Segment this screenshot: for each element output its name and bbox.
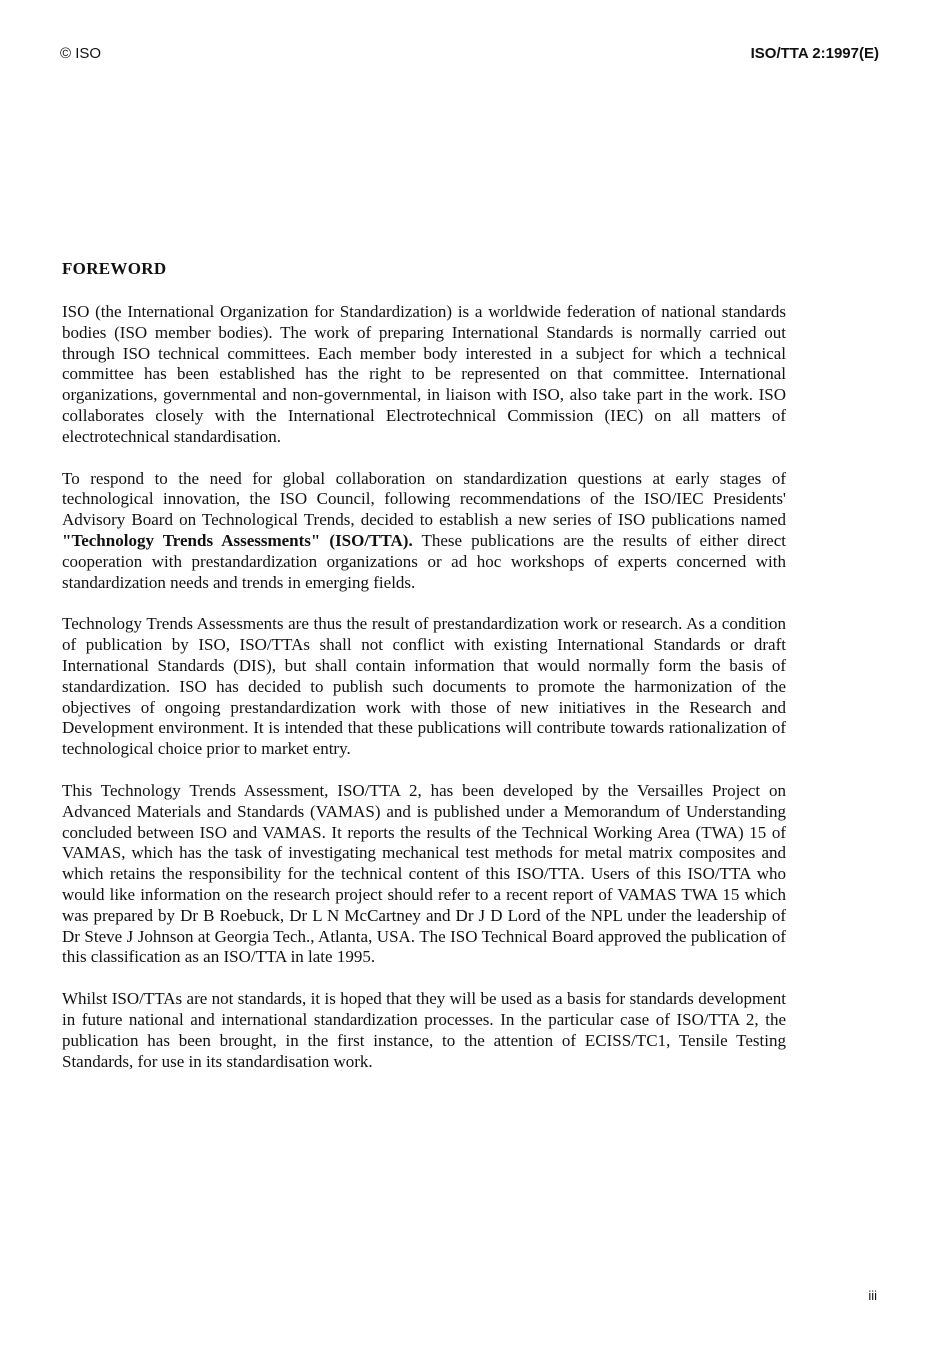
tta-series-name: "Technology Trends Assessments" (ISO/TTA).	[62, 530, 413, 550]
paragraph-tta-purpose: Technology Trends Assessments are thus the result of prestandardization work or research. As a condition of publication by ISO, ISO/TTAs shall not conflict with existing International Standards or draft International Standards (DIS), but shall contain information that would normally form the basis of standardization. ISO has decided to publish such documents to promote the harmonization of the objectives of ongoing prestandardization work with those of new initiatives in the Research and Development environment. It is intended that these publications will contribute towards rationalization of technological choice prior to market entry.	[62, 614, 786, 759]
copyright-notice: © ISO	[60, 45, 102, 62]
document-identifier: ISO/TTA 2:1997(E)	[750, 45, 879, 62]
foreword-body	[62, 302, 786, 1093]
paragraph-iso-overview: ISO (the International Organization for Standardization) is a worldwide federation of national standards bodies (ISO member bodies). The work of preparing International Standards is normally carried out through ISO technical committees. Each member body interested in a subject for which a technical committee has been established has the right to be represented on that committee. International organizations, governmental and non-governmental, in liaison with ISO, also take part in the work. ISO collaborates closely with the International Electrotechnical Commission (IEC) on all matters of electrotechnical standardisation.	[62, 302, 786, 446]
paragraph-tta2-vamas: This Technology Trends Assessment, ISO/TTA 2, has been developed by the Versailles Project on Advanced Materials and Standards (VAMAS) and is published under a Memorandum of Understanding concluded between ISO and VAMAS. It reports the results of the Technical Working Area (TWA) 15 of VAMAS, which has the task of investigating mechanical test methods for metal matrix composites and which retains the responsibility for the technical content of this ISO/TTA. Users of this ISO/TTA who would like information on the research project should refer to a recent report of VAMAS TWA 15 which was prepared by Dr B Roebuck, Dr L N McCartney and Dr J D Lord of the NPL under the leadership of Dr Steve J Johnson at Georgia Tech., Atlanta, USA. The ISO Technical Board approved the publication of this classification as an ISO/TTA in late 1995.	[62, 780, 786, 967]
paragraph-tta-series-text-1: To respond to the need for global collaboration on standardization questions at early stages of technological innovation, the ISO Council, following recommendations of the ISO/IEC Presidents' Advisory Board on Technological Trends, decided to establish a new series of ISO publications named	[62, 468, 786, 530]
section-heading: FOREWORD	[62, 259, 167, 278]
paragraph-tta-series-text-2: These publications are the results of either direct cooperation with prestandardization organizations or ad hoc workshops of experts concerned with standardization needs and trends in emerging fields.	[62, 530, 786, 592]
paragraph-tta-series	[62, 469, 786, 594]
page-number: iii	[868, 1288, 877, 1303]
paragraph-tta-usage: Whilst ISO/TTAs are not standards, it is hoped that they will be used as a basis for standards development in future national and international standardization processes. In the particular case of ISO/TTA 2, the publication has been brought, in the first instance, to the attention of ECISS/TC1, Tensile Testing Standards, for use in its standardisation work.	[62, 989, 786, 1071]
